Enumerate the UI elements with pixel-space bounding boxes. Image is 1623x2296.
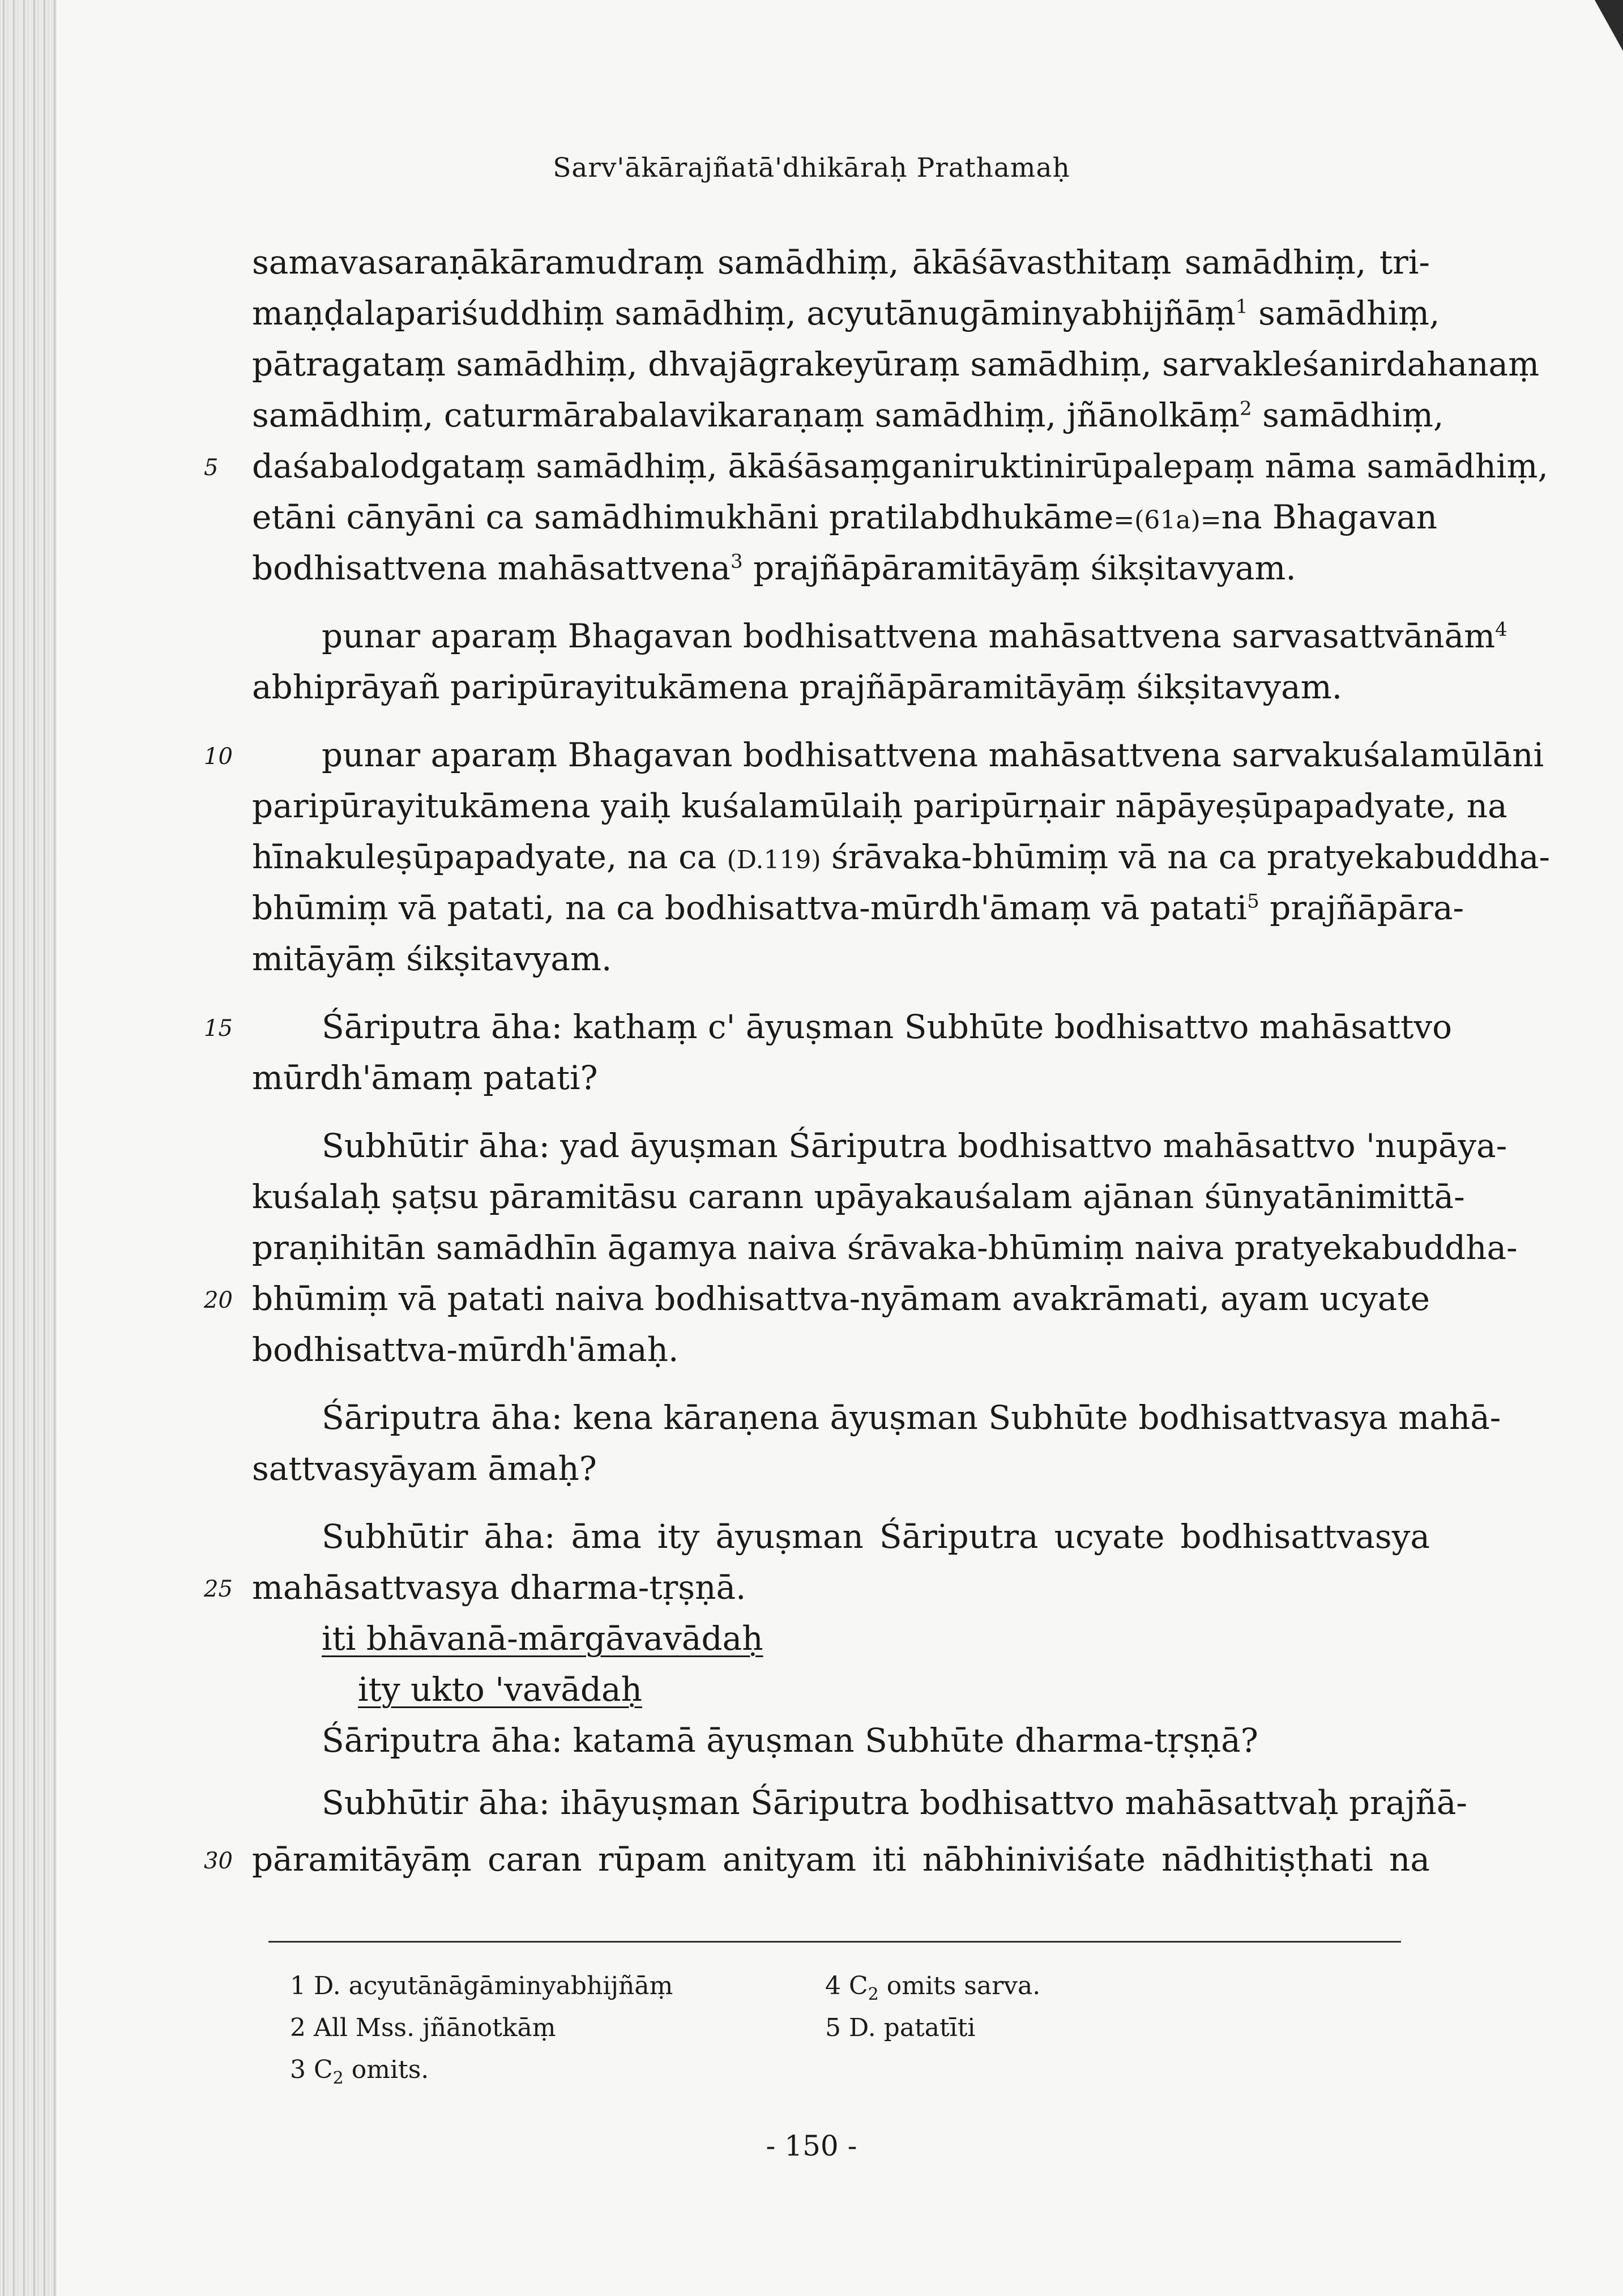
text-line: punar aparaṃ Bhagavan bodhisattvena mahāsattvena sarvakuśalamūlāni: [322, 736, 1544, 774]
text-line: bodhisattva-mūrdh'āmaḥ.: [252, 1330, 679, 1369]
line-number: 15: [204, 1015, 233, 1042]
text-line: mahāsattvasya dharma-tṛṣṇā.: [252, 1568, 746, 1607]
text-line: Śāriputra āha: katamā āyuṣman Subhūte dharma-tṛṣṇā?: [322, 1721, 1258, 1760]
text-line: mūrdh'āmaṃ patati?: [252, 1059, 598, 1097]
line-number: 25: [204, 1576, 233, 1602]
running-head: Sarv'ākārajñatā'dhikāraḥ Prathamaḥ: [553, 152, 1070, 183]
text-line: maṇḍalapariśuddhiṃ samādhiṃ, acyutānugāminyabhijñāṃ$^1$ samādhiṃ,: [252, 294, 1440, 332]
footnote-2: 2 All Mss. jñānotkāṃ: [290, 2013, 556, 2042]
text-line: punar aparaṃ Bhagavan bodhisattvena mahāsattvena sarvasattvānām$^4$: [322, 617, 1507, 655]
text-line: sattvasyāyam āmaḥ?: [252, 1449, 597, 1488]
text-line: Subhūtir āha: yad āyuṣman Śāriputra bodhisattvo mahāsattvo 'nupāya-: [322, 1126, 1507, 1165]
text-line: Śāriputra āha: kathaṃ c' āyuṣman Subhūte bodhisattvo mahāsattvo: [322, 1008, 1453, 1046]
text-line: kuśalaḥ ṣaṭsu pāramitāsu carann upāyakauśalam ajānan śūnyatānimittā-: [252, 1177, 1465, 1216]
footnote-3: 3 $C_2$ omits.: [290, 2055, 429, 2088]
text-line: samādhiṃ, caturmārabalavikaraṇaṃ samādhiṃ, jñānolkāṃ$^2$ samādhiṃ,: [252, 396, 1444, 434]
page-number: - 150 -: [766, 2129, 857, 2162]
text-line: Subhūtir āha: ihāyuṣman Śāriputra bodhisattvo mahāsattvaḥ prajñā-: [322, 1783, 1468, 1822]
text-line: hīnakuleṣūpapadyate, na ca (D.119) śrāvaka-bhūmiṃ vā na ca pratyekabuddha-: [252, 838, 1551, 876]
text-line: etāni cānyāni ca samādhimukhāni pratilabdhukāme=(61a)=na Bhagavan: [252, 498, 1437, 536]
line-number: 20: [204, 1287, 233, 1313]
footnote-rule: [268, 1941, 1401, 1943]
section-colophon: ity ukto 'vavādaḥ: [358, 1670, 642, 1709]
text-line: abhiprāyañ paripūrayitukāmena prajñāpāramitāyāṃ śikṣitavyam.: [252, 668, 1343, 706]
line-number: 5: [204, 455, 219, 481]
text-line: mitāyāṃ śikṣitavyam.: [252, 940, 612, 978]
text-line: Śāriputra āha: kena kāraṇena āyuṣman Subhūte bodhisattvasya mahā-: [322, 1398, 1501, 1437]
text-line: bodhisattvena mahāsattvena$^3$ prajñāpāramitāyāṃ śikṣitavyam.: [252, 549, 1296, 587]
line-number: 10: [204, 744, 233, 770]
text-line: samavasaraṇākāramudraṃ samādhiṃ, ākāśāvasthitaṃ samādhiṃ, tri-: [252, 243, 1430, 281]
text-line: pātragataṃ samādhiṃ, dhvajāgrakeyūraṃ samādhiṃ, sarvakleśanirdahanaṃ: [252, 345, 1540, 383]
text-line: praṇihitān samādhīn āgamya naiva śrāvaka-bhūmiṃ naiva pratyekabuddha-: [252, 1228, 1518, 1267]
text-line: Subhūtir āha: āma ity āyuṣman Śāriputra ucyate bodhisattvasya: [322, 1517, 1430, 1556]
text-line: daśabalodgataṃ samādhiṃ, ākāśāsaṃganiruktinirūpalepaṃ nāma samādhiṃ,: [252, 447, 1548, 485]
section-colophon: iti bhāvanā-mārgāvavādaḥ: [322, 1619, 763, 1658]
footnote-5: 5 D. patatīti: [825, 2013, 976, 2042]
text-line: pāramitāyāṃ caran rūpam anityam iti nābhiniviśate nādhitiṣṭhati na: [252, 1840, 1430, 1879]
corner-mark: [1595, 0, 1623, 51]
footnote-4: 4 $C_2$ omits sarva.: [825, 1971, 1041, 2004]
text-line: paripūrayitukāmena yaiḥ kuśalamūlaiḥ paripūrṇair nāpāyeṣūpapadyate, na: [252, 787, 1507, 825]
text-line: bhūmiṃ vā patati naiva bodhisattva-nyāmam avakrāmati, ayam ucyate: [252, 1279, 1430, 1318]
footnote-1: 1 D. acyutānāgāminyabhijñāṃ: [290, 1971, 673, 2000]
text-line: bhūmiṃ vā patati, na ca bodhisattva-mūrdh'āmaṃ vā patati$^5$ prajñāpāra-: [252, 889, 1464, 927]
line-number: 30: [204, 1848, 233, 1874]
book-binding-edge: [0, 0, 57, 2296]
